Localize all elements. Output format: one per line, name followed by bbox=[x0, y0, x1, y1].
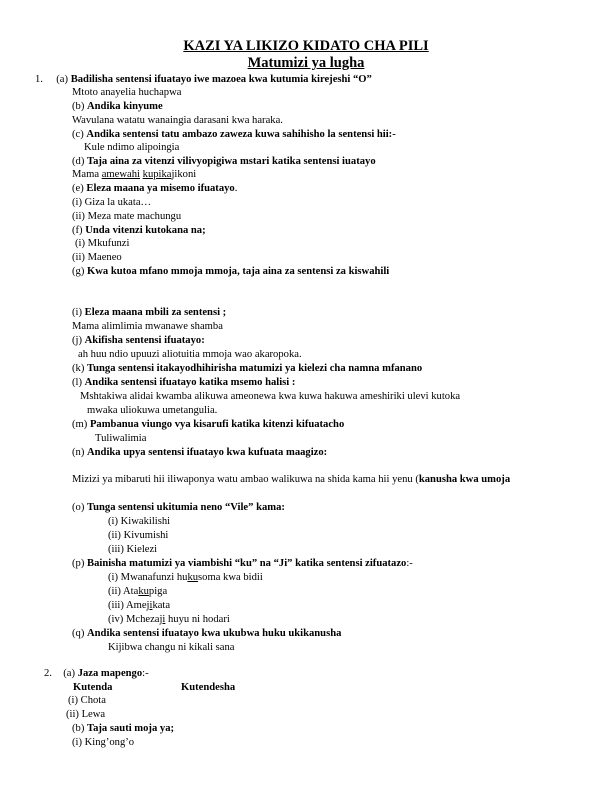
q1-l-sentence-line-1: Mshtakiwa alidai kwamba alikuwa ameonewa kwa kuwa hakuwa ameshiriki ulevi kutoka bbox=[80, 391, 461, 402]
q1-p-item-4-pre: (iv) Mcheza bbox=[108, 614, 160, 625]
q1-q-sentence: Kijibwa changu ni kikali sana bbox=[108, 642, 235, 653]
q1-n-sentence-text: Mizizi ya mibaruti hii iliwaponya watu ambao walikuwa na shida kama hii yenu ( bbox=[72, 474, 419, 485]
q1-d-instruction: Taja aina za vitenzi vilivyopigiwa mstari katika sentensi iuatayo bbox=[87, 156, 376, 167]
q1-j-label: (j) bbox=[72, 335, 82, 346]
q2-a-line bbox=[44, 667, 149, 680]
q1-b-sentence: Wavulana watatu wanaingia darasani kwa haraka. bbox=[72, 115, 283, 126]
q1-m-line bbox=[72, 418, 344, 431]
q1-p-item-2-affix: ku bbox=[138, 586, 149, 597]
q1-p-label: (p) bbox=[72, 558, 85, 569]
q1-p-item-3-pre: (iii) Ame bbox=[108, 600, 147, 611]
q1-d-line bbox=[72, 155, 376, 168]
q2-number: 2. bbox=[44, 668, 52, 679]
q1-e-instruction: Eleza maana ya misemo ifuatayo bbox=[86, 183, 235, 194]
q1-k-line bbox=[72, 362, 422, 375]
q1-p-instruction-end: :- bbox=[406, 558, 413, 569]
q1-p-item-3-affix: ji bbox=[146, 600, 153, 611]
q1-number: 1. bbox=[35, 74, 43, 85]
q1-b-instruction: Andika kinyume bbox=[87, 101, 163, 112]
q2-a-col-header-2: Kutendesha bbox=[181, 682, 236, 693]
q2-a-label: (a) bbox=[63, 668, 76, 679]
q1-m-word: Tuliwalimia bbox=[95, 433, 147, 444]
q1-m-instruction: Pambanua viungo vya kisarufi katika kitenzi kifuatacho bbox=[89, 419, 345, 430]
q2-b-item-1: (i) King’ong’o bbox=[72, 737, 135, 748]
q1-q-line bbox=[72, 627, 341, 640]
q2-a-instruction-end: :- bbox=[142, 668, 149, 679]
q1-f-item-2: (ii) Maeneo bbox=[72, 252, 122, 263]
q1-o-item-2: (ii) Kivumishi bbox=[108, 530, 169, 541]
q1-k-label: (k) bbox=[72, 363, 85, 374]
q1-q-label: (q) bbox=[72, 628, 85, 639]
q1-d-sentence bbox=[72, 168, 196, 181]
q2-a-item-1: (i) Chota bbox=[68, 695, 106, 706]
q2-b-instruction: Taja sauti moja ya; bbox=[87, 723, 175, 734]
q1-p-item-1-pre: (i) Mwanafunzi hu bbox=[108, 572, 188, 583]
q2-b-label: (b) bbox=[72, 723, 85, 734]
q1-d-suffix: jikoni bbox=[171, 169, 197, 180]
q1-f-label: (f) bbox=[72, 225, 83, 236]
q1-k-instruction: Tunga sentensi itakayodhihirisha matumizi ya kielezi cha namna mfanano bbox=[87, 363, 423, 374]
q1-n-sentence bbox=[72, 473, 510, 486]
q1-l-instruction: Andika sentensi ifuatayo katika msemo halisi : bbox=[84, 377, 296, 388]
q1-p-item-2 bbox=[108, 585, 167, 598]
q1-a-sentence: Mtoto anayelia huchapwa bbox=[72, 87, 182, 98]
q1-n-instruction: Andika upya sentensi ifuatayo kwa kufuata maagizo: bbox=[87, 447, 328, 458]
q1-i-label: (i) bbox=[72, 307, 82, 318]
q1-i-sentence: Mama alimlimia mwanawe shamba bbox=[72, 321, 223, 332]
q1-p-item-1-affix: ku bbox=[187, 572, 199, 583]
q1-p-line bbox=[72, 557, 413, 570]
q1-b-line bbox=[72, 100, 163, 113]
q1-n-directive: kanusha kwa umoja bbox=[418, 474, 511, 485]
q1-a-label: (a) bbox=[56, 74, 69, 85]
q1-j-sentence: ah huu ndio upuuzi aliotuitia mmoja wao akaropoka. bbox=[78, 349, 302, 360]
q1-p-item-3-post: kata bbox=[152, 600, 171, 611]
q1-n-line bbox=[72, 446, 327, 459]
q1-e-item-1: (i) Giza la ukata… bbox=[72, 197, 152, 208]
q1-c-instruction: Andika sentensi tatu ambazo zaweza kuwa sahihisho la sentensi hii:- bbox=[86, 129, 396, 140]
q1-p-item-4-post: huyu ni hodari bbox=[165, 614, 230, 625]
q2-b-line bbox=[72, 722, 174, 735]
q1-e-item-2: (ii) Meza mate machungu bbox=[72, 211, 182, 222]
q1-o-instruction: Tunga sentensi ukitumia neno “Vile” kama: bbox=[87, 502, 285, 513]
q1-c-sentence: Kule ndimo alipoingia bbox=[84, 142, 180, 153]
q1-a-instruction: Badilisha sentensi ifuatayo iwe mazoea kwa kutumia kirejeshi “O” bbox=[70, 74, 372, 85]
q1-p-item-1-post: soma kwa bidii bbox=[198, 572, 263, 583]
q1-p-item-2-post: piga bbox=[148, 586, 168, 597]
q1-p-item-4-affix: ji bbox=[159, 614, 166, 625]
q1-i-line bbox=[72, 306, 226, 319]
q1-l-line bbox=[72, 376, 295, 389]
q1-f-line bbox=[72, 224, 206, 237]
q1-e-line bbox=[72, 182, 237, 195]
q2-a-col-header-1: Kutenda bbox=[73, 682, 113, 693]
q2-a-item-2: (ii) Lewa bbox=[66, 709, 106, 720]
q1-l-sentence-line-2: mwaka uliokuwa umetangulia. bbox=[87, 405, 218, 416]
q1-c-label: (c) bbox=[72, 129, 84, 140]
q1-j-instruction: Akifisha sentensi ifuatayo: bbox=[84, 335, 205, 346]
q1-f-instruction: Unda vitenzi kutokana na; bbox=[85, 225, 206, 236]
q1-a-line bbox=[35, 73, 372, 86]
q1-b-label: (b) bbox=[72, 101, 85, 112]
q1-o-item-3: (iii) Kielezi bbox=[108, 544, 158, 555]
document-subtitle: Matumizi ya lugha bbox=[247, 55, 365, 71]
q1-p-item-1 bbox=[108, 571, 263, 584]
q1-c-line bbox=[72, 128, 396, 141]
q1-p-item-4 bbox=[108, 613, 230, 626]
q2-a-instruction: Jaza mapengo bbox=[77, 668, 143, 679]
q1-j-line bbox=[72, 334, 205, 347]
q1-o-line bbox=[72, 501, 285, 514]
q1-d-underlined-verb-2: kupika bbox=[142, 169, 172, 180]
q1-n-label: (n) bbox=[72, 447, 85, 458]
q1-d-prefix: Mama bbox=[72, 169, 100, 180]
q1-p-item-2-pre: (ii) Ata bbox=[108, 586, 139, 597]
q1-l-label: (l) bbox=[72, 377, 82, 388]
q1-i-instruction: Eleza maana mbili za sentensi ; bbox=[84, 307, 227, 318]
q1-o-item-1: (i) Kiwakilishi bbox=[108, 516, 171, 527]
document-title: KAZI YA LIKIZO KIDATO CHA PILI bbox=[183, 38, 429, 54]
q1-e-instruction-end: . bbox=[234, 183, 238, 194]
q1-g-instruction: Kwa kutoa mfano mmoja mmoja, taja aina za sentensi za kiswahili bbox=[87, 266, 390, 277]
q1-e-label: (e) bbox=[72, 183, 84, 194]
q1-q-instruction: Andika sentensi ifuatayo kwa ukubwa huku ukikanusha bbox=[87, 628, 342, 639]
q1-g-label: (g) bbox=[72, 266, 85, 277]
q1-g-line bbox=[72, 265, 389, 278]
q1-m-label: (m) bbox=[72, 419, 88, 430]
q1-f-item-1: (i) Mkufunzi bbox=[75, 238, 130, 249]
q1-p-item-3 bbox=[108, 599, 170, 612]
q1-d-label: (d) bbox=[72, 156, 85, 167]
q1-o-label: (o) bbox=[72, 502, 85, 513]
q1-d-underlined-verb-1: amewahi bbox=[101, 169, 140, 180]
q1-p-instruction: Bainisha matumizi ya viambishi “ku” na “Ji” katika sentensi zifuatazo bbox=[87, 558, 407, 569]
